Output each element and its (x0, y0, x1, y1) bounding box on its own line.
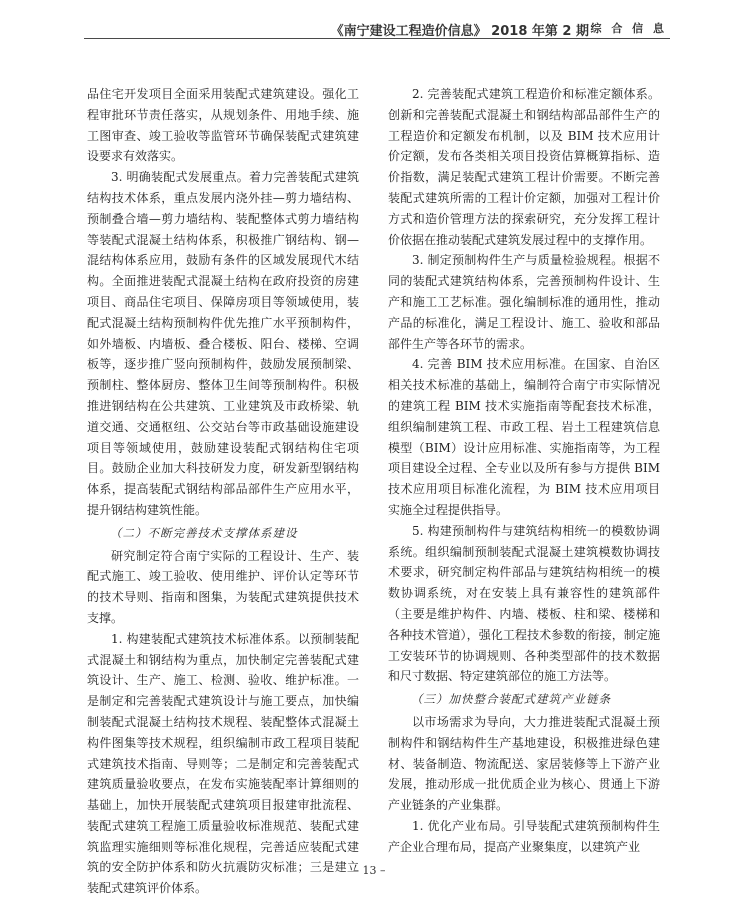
right-column (388, 84, 660, 857)
page-header (0, 0, 739, 40)
paragraph: 品住宅开发项目全面采用装配式建筑建设。强化工程审批环节责任落实，从规划条件、用地手续、施工图审查、竣工验收等监管环节确保装配式建筑建设要求有效落实。 (87, 87, 359, 164)
paragraph: 研究制定符合南宁实际的工程设计、生产、装配式施工、竣工验收、使用维护、评价认定等环节的技术导则、指南和图集，为装配式建筑提供技术支撑。 (87, 548, 359, 625)
paragraph: 5. 构建预制构件与建筑结构相统一的模数协调系统。组织编制预制装配式混凝土建筑模数协调技术要求，研究制定构件部品与建筑结构相统一的模数协调系统，对在安装上具有兼容性的建筑部件（主要是维护构件、内墙、楼板、柱和梁、楼梯和各种技术管道），强化工程技术参数的衔接，制定施工安装环节的协调规则、各种类型部件的技术数据和尺寸数据、特定建筑部位的施工方法等。 (388, 523, 660, 684)
header-rule (84, 38, 670, 39)
paragraph: 2. 完善装配式建筑工程造价和标准定额体系。创新和完善装配式混凝土和钢结构部品部件生产的工程造价和定额发布机制，以及 BIM 技术应用计价定额，发布各类相关项目投资估算概算指标、造价指数，满足装配式建筑工程计价需要。不断完善装配式建筑所需的工程计价定额，加强对工程计价方式和造价管理方法的探索研究，充分发挥工程计价依据在推动装配式建筑发展过程中的支撑作用。 (388, 87, 660, 247)
paragraph: 1. 构建装配式建筑技术标准体系。以预制装配式混凝土和钢结构为重点，加快制定完善装配式建筑设计、生产、施工、检测、验收、维护标准。一是制定和完善装配式建筑设计与施工要点，加快编制装配式混凝土结构技术规程、装配整体式混凝土构件图集等技术规程，组织编制市政工程项目装配式建筑技术指南、导则等；二是制定和完善装配式建筑质量验收要点，在发布实施装配率计算细则的基础上，加快开展装配式建筑项目报建审批流程、装配式建筑工程施工质量验收标准规范、装配式建筑监理实施细则等标准化规程，完善适应装配式建筑的安全防护体系和防火抗震防灾标准；三是建立装配式建筑评价体系。 (87, 631, 359, 896)
paragraph: 3. 制定预制构件生产与质量检验规程。根据不同的装配式建筑结构体系，完善预制构件设计、生产和施工工艺标准。强化编制标准的通用性，推动产品的标准化，满足工程设计、施工、验收和部品部件生产等各环节的需求。 (388, 253, 660, 351)
left-column (87, 84, 359, 899)
paragraph: 3. 明确装配式发展重点。着力完善装配式建筑结构技术体系，重点发展内浇外挂—剪力墙结构、预制叠合墙—剪力墙结构、装配整体式剪力墙结构等装配式混凝土结构体系，积极推广钢结构、钢—混结构体系应用，鼓励有条件的区域发展现代木结构。全面推进装配式混凝土结构在政府投资的房建项目、商品住宅项目、保障房项目等领域使用，装配式混凝土结构预制构件优先推广水平预制构件，如外墙板、内墙板、叠合楼板、阳台、楼梯、空调板等，逐步推广竖向预制构件，鼓励发展预制梁、预制柱、整体厨房、整体卫生间等预制构件。积极推进钢结构在公共建筑、工业建筑及市政桥梁、轨道交通、交通枢纽、公交站台等市政基础设施建设项目等领域使用，鼓励建设装配式钢结构住宅项目。鼓励企业加大科技研发力度，研发新型钢结构体系，提高装配式钢结构部品部件生产应用水平，提升钢结构建筑性能。 (87, 170, 359, 517)
paragraph: 以市场需求为导向，大力推进装配式混凝土预制构件和钢结构件生产基地建设，积极推进绿色建材、装备制造、物流配送、家居装修等上下游产业发展，推动形成一批优质企业为核心、贯通上下游产业链条的产业集群。 (388, 714, 660, 813)
section-heading: （三）加快整合装配式建筑产业链条 (411, 692, 611, 707)
page-number: – 13 – (353, 864, 386, 877)
paragraph: 1. 优化产业布局。引导装配式建筑预制构件生产企业合理布局，提高产业聚集度，以建筑产业 (388, 818, 660, 854)
section-label: 综 合 信 息 (590, 22, 667, 35)
paragraph: 4. 完善 BIM 技术应用标准。在国家、自治区相关技术标准的基础上，编制符合南宁市实际情况的建筑工程 BIM 技术实施指南等配套技术标准，组织编制建筑工程、市政工程、岩土工程建筑信息模型（BIM）设计应用标准、实施指南等，为工程项目建设全过程、全专业以及所有参与方提供 BIM 技术应用项目标准化流程，为 BIM 技术应用项目实施全过程提供指导。 (388, 357, 660, 517)
journal-title: 《南宁建设工程造价信息》 2018 年第 2 期 (330, 24, 589, 39)
section-heading: （二）不断完善技术支撑体系建设 (110, 525, 298, 540)
